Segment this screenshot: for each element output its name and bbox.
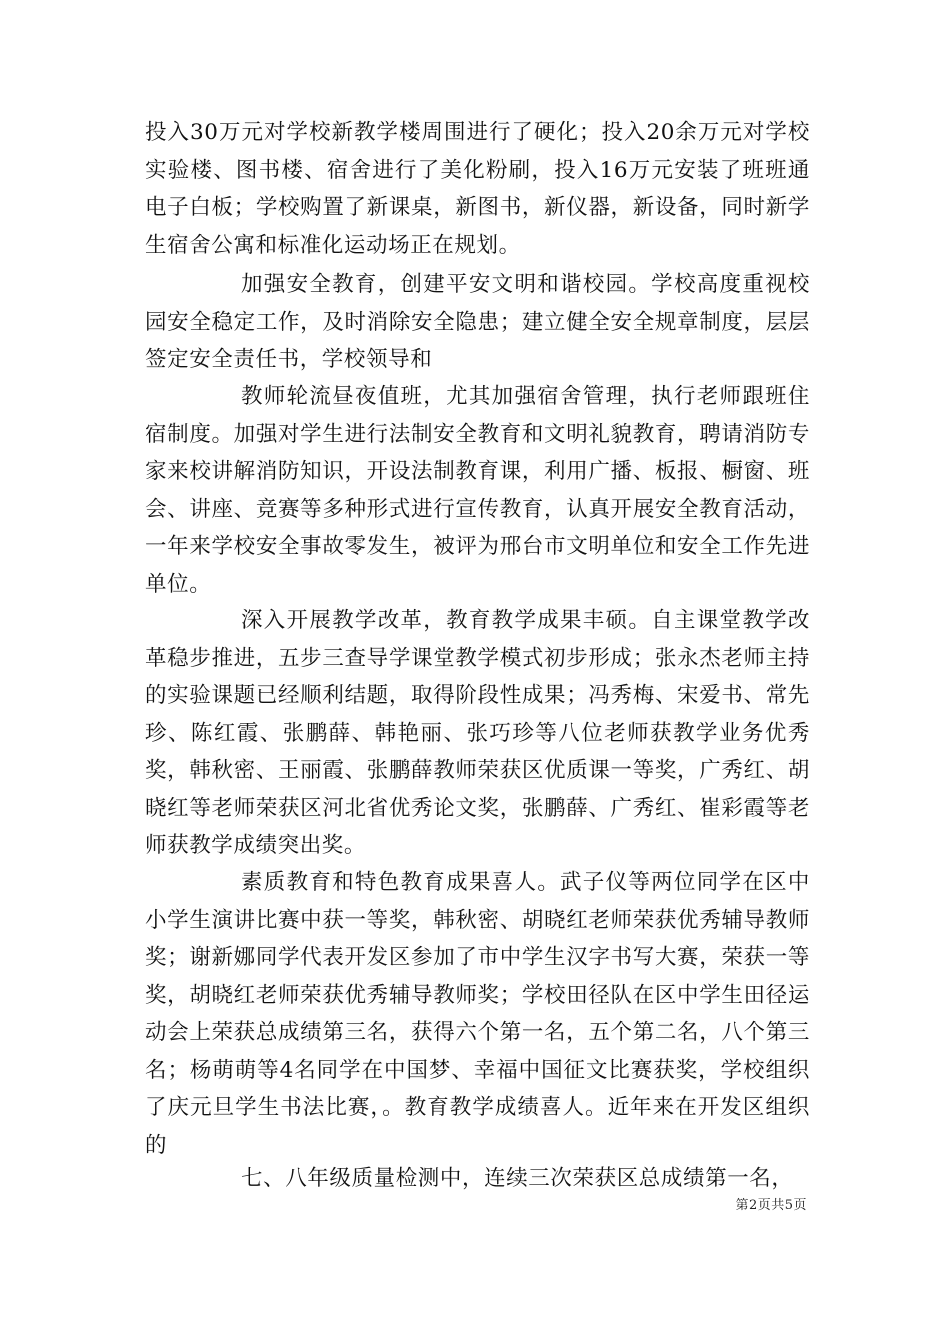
paragraph-4: 深入开展教学改革，教育教学成果丰硕。自主课堂教学改革稳步推进，五步三查导学课堂教学模式初步形成；张永杰老师主持的实验课题已经顺利结题，取得阶段性成果；冯秀梅、宋爱书、常先珍、陈红霞、张鹏薛、韩艳丽、张巧珍等八位老师获教学业务优秀奖，韩秋密、王丽霞、张鹏薛教师荣获区优质课一等奖，广秀红、胡晓红等老师荣获区河北省优秀论文奖，张鹏薛、广秀红、崔彩霞等老师获教学成绩突出奖。 — [145, 608, 810, 858]
paragraph-3: 教师轮流昼夜值班，尤其加强宿舍管理，执行老师跟班住宿制度。加强对学生进行法制安全教育和文明礼貌教育，聘请消防专家来校讲解消防知识，开设法制教育课，利用广播、板报、橱窗、班会、讲座、竞赛等多种形式进行宣传教育，认真开展安全教育活动，一年来学校安全事故零发生，被评为邢台市文明单位和安全工作先进单位。 — [145, 384, 810, 597]
paragraph-1: 投入30万元对学校新教学楼周围进行了硬化；投入20余万元对学校实验楼、图书楼、宿舍进行了美化粉刷，投入16万元安装了班班通电子白板；学校购置了新课桌，新图书，新仪器，新设备，同时新学生宿舍公寓和标准化运动场正在规划。 — [145, 120, 810, 258]
paragraph-2: 加强安全教育，创建平安文明和谐校园。学校高度重视校园安全稳定工作，及时消除安全隐患；建立健全安全规章制度，层层签定安全责任书，学校领导和 — [145, 272, 810, 372]
paragraph-5: 素质教育和特色教育成果喜人。武子仪等两位同学在区中小学生演讲比赛中获一等奖，韩秋密、胡晓红老师荣获优秀辅导教师奖；谢新娜同学代表开发区参加了市中学生汉字书写大赛，荣获一等奖，胡晓红老师荣获优秀辅导教师奖；学校田径队在区中学生田径运动会上荣获总成绩第三名，获得六个第一名，五个第二名，八个第三名；杨萌萌等4名同学在中国梦、幸福中国征文比赛获奖，学校组织了庆元旦学生书法比赛，。教育教学成绩喜人。近年来在开发区组织的 — [145, 870, 810, 1158]
paragraph-6: 七、八年级质量检测中，连续三次荣获区总成绩第一名， — [241, 1166, 794, 1191]
page-number-footer: 第2页共5页 — [735, 1198, 807, 1213]
